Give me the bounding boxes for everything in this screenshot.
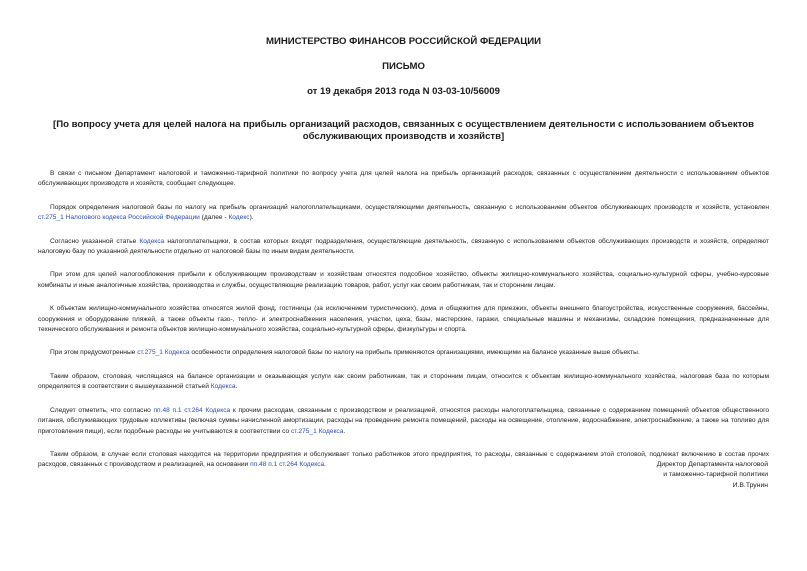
- signatory-name: И.В.Трунин: [732, 481, 768, 489]
- paragraph-text: особенности определения налоговой базы по налогу на прибыль применяются организациями, имеющими на балансе указанные выше объекты.: [189, 349, 640, 357]
- link-code[interactable]: Кодекс: [228, 214, 250, 222]
- link-code[interactable]: Кодекса: [139, 237, 165, 245]
- document-type: ПИСЬМО: [382, 61, 425, 72]
- link-code[interactable]: Кодекса: [210, 383, 236, 391]
- paragraph-4: [38, 270, 769, 291]
- paragraph-text: налогоплательщики, в состав которых входят подразделения, осуществляющие деятельность, связанную с использованием объектов обслуживающих производств и хозяйств, определяют налоговую базу по указанной деятельности отдельно от налоговой базы по иным видам деятельности.: [38, 237, 769, 256]
- paragraph-text: При этом для целей налогообложения прибыли к обслуживающим производствам и хозяйствам относятся подсобное хозяйство, объекты жилищно-коммунального хозяйства, социально-культурной сферы, учебно-курсовые комбинаты и иные аналогичные хозяйства, производства и службы, осуществляющие реализацию товаров, работ, услуг как своим работникам, так и сторонним лицам.: [38, 271, 769, 289]
- link-code-article-264[interactable]: пп.48 п.1 ст.264 Кодекса: [153, 406, 231, 414]
- ministry-heading: МИНИСТЕРСТВО ФИНАНСОВ РОССИЙСКОЙ ФЕДЕРАЦИИ: [265, 36, 542, 47]
- document-subject: [По вопросу учета для целей налога на прибыль организаций расходов, связанных с осуществлением деятельности с использованием объектов обслуживающих производств и хозяйств]: [53, 119, 754, 142]
- paragraph-3: [38, 237, 769, 258]
- link-code-article-264[interactable]: пп.48 п.1 ст.264 Кодекса: [250, 461, 325, 469]
- paragraph-7: [38, 372, 769, 393]
- paragraph-text: Таким образом, в случае если столовая находится на территории предприятия и обслуживает только работников этого предприятия, то расходы, связанные с содержанием этой столовой, подлежат включению в состав прочих расходов, связанных с производством и реализацией, на основании: [38, 450, 769, 469]
- paragraph-text: В связи с письмом Департамент налоговой и таможенно-тарифной политики по вопросу учета для целей налога на прибыль организаций расходов, связанных с осуществлением деятельности с использованием объектов обслуживающих производств и хозяйств, сообщает следующее.: [38, 170, 769, 188]
- paragraph-1: [38, 169, 769, 190]
- paragraph-text: (далее -: [199, 214, 229, 222]
- paragraph-text: к прочим расходам, связанным с производством и реализацией, относятся расходы налогоплательщика, связанные с содержанием помещений объектов общественного питания, обслуживающих трудовые коллективы (включая суммы начисленной амортизации, расходы на проведение ремонта помещений, расходы на освещение, отопление, водоснабжение, электроснабжение, а также на топливо для приготовления пищи), если подобные расходы не учитываются в соответствии со: [38, 406, 770, 435]
- paragraph-text: Таким образом, столовая, числящаяся на балансе организации и оказывающая услуги как своим работникам, так и сторонним лицам, относится к объектам жилищно-коммунального хозяйства, налоговая база по которым определяется в соответствии с вышеуказанной статьей: [38, 372, 769, 391]
- signatory-position-line-1: Директор Департамента налоговой: [656, 461, 768, 468]
- link-code-article-275-1[interactable]: ст.275_1 Кодекса: [137, 349, 190, 357]
- paragraph-text: Согласно указанной статье: [50, 237, 140, 245]
- link-code-article-275-1[interactable]: ст.275_1 Кодекса: [291, 427, 344, 435]
- paragraph-2: [38, 203, 769, 224]
- paragraph-text: .: [324, 461, 327, 469]
- paragraph-text: При этом предусмотренные: [50, 349, 138, 357]
- signature-block: [657, 460, 768, 491]
- paragraph-text: ).: [249, 214, 254, 222]
- paragraph-text: Порядок определения налоговой базы по налогу на прибыль организаций налогоплательщиками, осуществляющими деятельность, связанную с использованием объектов обслуживающих производств и хозяйств, установлен: [50, 203, 769, 211]
- document-body: [38, 169, 769, 471]
- paragraph-text: .: [343, 427, 346, 435]
- paragraph-text: Следует отметить, что согласно: [50, 406, 154, 414]
- link-tax-code-article-275-1[interactable]: ст.275_1 Налогового кодекса Российской Федерации: [38, 214, 200, 222]
- paragraph-8: [38, 406, 769, 437]
- paragraph-text: К объектам жилищно-коммунального хозяйства относятся жилой фонд, гостиницы (за исключением туристических), дома и общежития для приезжих, объекты внешнего благоустройства, искусственные сооружения, бассейны, сооружения и оборудование пляжей, а также объекты газо-, тепло- и электроснабжения населения, участки, цеха, базы, мастерские, гаражи, специальные машины и механизмы, складские помещения, предназначенные для технического обслуживания и ремонта объектов жилищно-коммунального хозяйства, социально-культурной сферы, физкультуры и спорта.: [38, 305, 769, 334]
- paragraph-5: [38, 304, 769, 335]
- paragraph-6: [38, 348, 769, 358]
- paragraph-text: .: [235, 383, 238, 391]
- signatory-position-line-2: и таможенно-тарифной политики: [663, 471, 768, 479]
- document-date-number: от 19 декабря 2013 года N 03-03-10/56009: [307, 86, 500, 97]
